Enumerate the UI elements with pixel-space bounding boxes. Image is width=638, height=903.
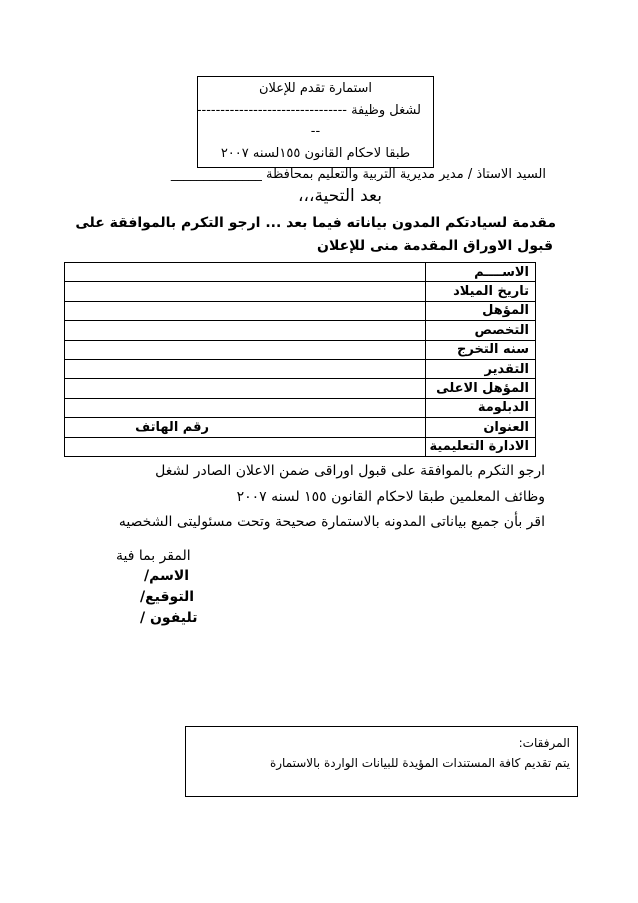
law-reference: طبقا لاحكام القانون ١٥٥لسنه ٢٠٠٧ — [220, 145, 411, 161]
row-value-address[interactable] — [65, 418, 426, 437]
intro-line-2: قبول الاوراق المقدمة منى للإعلان — [317, 238, 553, 254]
row-label-higher-qualification: المؤهل الاعلى — [426, 379, 536, 398]
table-row — [65, 379, 536, 398]
applicant-info-table — [64, 262, 536, 457]
attachments-box — [185, 726, 578, 797]
signer-signature-label: التوقيع/ — [140, 589, 195, 605]
table-row — [65, 282, 536, 301]
intro-line-1: مقدمة لسيادتكم المدون بياناته فيما بعد ... ارجو التكرم بالموافقة على — [75, 215, 556, 231]
row-value-birthdate[interactable] — [65, 282, 426, 301]
attachments-title: المرفقات: — [518, 736, 570, 750]
row-label-qualification: المؤهل — [426, 301, 536, 320]
pledge-line-3: اقر بأن جميع بياناتى المدونه بالاستمارة صحيحة وتحت مسئوليتى الشخصيه — [118, 514, 545, 530]
row-value-higher-qualification[interactable] — [65, 379, 426, 398]
row-value-graduation-year[interactable] — [65, 340, 426, 359]
table-row — [65, 418, 536, 437]
table-row — [65, 301, 536, 320]
table-row — [65, 321, 536, 340]
greeting: بعد التحية،،، — [298, 186, 382, 206]
row-label-grade: التقدير — [426, 359, 536, 378]
row-label-diploma: الدبلومة — [426, 398, 536, 417]
row-label-graduation-year: سنه التخرج — [426, 340, 536, 359]
phone-number-label: رقم الهاتف — [135, 419, 209, 435]
pledge-line-2: وظائف المعلمين طبقا لاحكام القانون ١٥٥ لسنه ٢٠٠٧ — [236, 489, 545, 505]
row-label-name: الاســــم — [426, 263, 536, 282]
signer-name-label: الاسم/ — [144, 568, 190, 584]
row-value-education-administration[interactable] — [65, 437, 426, 456]
table-row — [65, 437, 536, 456]
job-line: لشغل وظيفة -------------------------------- — [196, 102, 421, 118]
row-value-diploma[interactable] — [65, 398, 426, 417]
table-row — [65, 340, 536, 359]
pledge-line-1: ارجو التكرم بالموافقة على قبول اوراقى ضمن الاعلان الصادر لشغل — [155, 463, 545, 479]
row-label-specialization: التخصص — [426, 321, 536, 340]
attachments-text: يتم تقديم كافة المستندات المؤيدة للبيانات الواردة بالاستمارة — [269, 756, 570, 770]
table-row — [65, 263, 536, 282]
row-value-name[interactable] — [65, 263, 426, 282]
table-row — [65, 359, 536, 378]
signer-phone-label: تليفون / — [140, 610, 198, 626]
row-label-education-administration: الادارة التعليمية — [426, 437, 536, 456]
form-title: استمارة تقدم للإعلان — [258, 81, 373, 96]
row-label-address: العنوان — [426, 418, 536, 437]
table-row — [65, 398, 536, 417]
addressee-line: السيد الاستاذ / مدير مديرية التربية والتعليم بمحافظة ______________ — [170, 167, 546, 182]
row-value-grade[interactable] — [65, 359, 426, 378]
row-label-birthdate: تاريخ الميلاد — [426, 282, 536, 301]
job-line-continuation: -- — [310, 124, 321, 140]
row-value-qualification[interactable] — [65, 301, 426, 320]
declarant-label: المقر بما فية — [116, 548, 191, 564]
row-value-specialization[interactable] — [65, 321, 426, 340]
form-header-box — [197, 76, 434, 168]
